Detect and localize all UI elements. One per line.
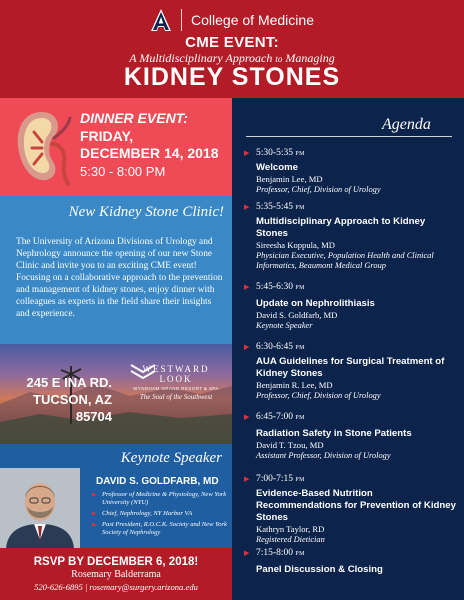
agenda-item-role: Registered Dietician bbox=[256, 534, 325, 544]
keynote-credential: ▶ Chief, Nephrology, NY Harbor VA bbox=[92, 510, 228, 518]
rsvp-contact-info[interactable]: 520-626-6895 | rosemary@surgery.arizona.edu bbox=[34, 582, 198, 592]
agenda-item bbox=[244, 548, 458, 576]
agenda-divider bbox=[246, 136, 452, 137]
agenda-item-time: ▶ 6:30-6:45 PM bbox=[244, 342, 458, 355]
left-column bbox=[0, 98, 232, 600]
dinner-day: FRIDAY, bbox=[80, 128, 134, 144]
logo-divider bbox=[181, 9, 182, 31]
westward-look-name: WESTWARD LOOK bbox=[142, 364, 210, 384]
subtitle-part-1: A Multidisciplinary Approach bbox=[129, 51, 273, 65]
agenda-item-title: Evidence-Based Nutrition Recommendations for Prevention of Kidney Stones bbox=[256, 488, 456, 523]
time-end: 6:45 bbox=[276, 342, 293, 352]
agenda-title: Agenda bbox=[382, 116, 431, 133]
keynote-credential: ▶ Professor of Medicine & Physiology, New York University (NYU) bbox=[92, 491, 228, 507]
time-end: 6:30 bbox=[276, 282, 293, 292]
logo-row bbox=[0, 8, 464, 32]
agenda-item-role: Professor, Chief, Division of Urology bbox=[256, 390, 381, 400]
agenda-item bbox=[244, 148, 458, 195]
address-zip: 85704 bbox=[75, 409, 112, 424]
agenda-item-speaker: Benjamin Lee, MD bbox=[256, 174, 323, 184]
dinner-time: 5:30 - 8:00 PM bbox=[80, 164, 166, 179]
agenda-item-time: ▶ 5:35-5:45 PM bbox=[244, 202, 458, 215]
agenda-item-time: ▶ 5:30-5:35 PM bbox=[244, 148, 458, 161]
keynote-speaker-name: DAVID S. GOLDFARB, MD bbox=[96, 476, 219, 487]
agenda-item-title: Radiation Safety in Stone Patients bbox=[256, 428, 412, 439]
time-start: 7:15 bbox=[256, 548, 273, 558]
clinic-description: The University of Arizona Divisions of Urology and Nephrology announce the opening of our new Stone Clinic and invite you to an exciting CME event! Focusing on a collaborative approach to the prevention and management of kidney stones, enjoy dinner with colleagues as experts in the field share their insights and experience. bbox=[16, 237, 223, 319]
time-end: 5:45 bbox=[276, 202, 293, 212]
time-end: 7:15 bbox=[276, 474, 293, 484]
agenda-item bbox=[244, 202, 458, 272]
agenda-item-time: ▶ 6:45-7:00 PM bbox=[244, 412, 458, 425]
venue-section bbox=[0, 344, 232, 444]
rsvp-contact-name: Rosemary Balderrama bbox=[71, 569, 161, 580]
agenda-item-speaker: Kathryn Taylor, RD bbox=[256, 524, 325, 534]
dinner-date bbox=[80, 128, 230, 162]
agenda-item-title: Panel Discussion & Closing bbox=[256, 564, 383, 575]
dinner-label: DINNER EVENT: bbox=[80, 110, 188, 126]
kidney-illustration-icon bbox=[12, 108, 72, 186]
address-street: 245 E INA RD. bbox=[26, 375, 112, 390]
rsvp-section bbox=[0, 548, 232, 600]
agenda-item-title: Update on Nephrolithiasis bbox=[256, 298, 375, 309]
agenda-item-time: ▶ 5:45-6:30 PM bbox=[244, 282, 458, 295]
agenda-item-speaker: David S. Goldfarb, MD bbox=[256, 310, 338, 320]
time-start: 5:30 bbox=[256, 148, 273, 158]
agenda-item-role: Assistant Professor, Division of Urology bbox=[256, 450, 391, 460]
agenda-section bbox=[232, 98, 464, 600]
clinic-section bbox=[0, 196, 232, 344]
rsvp-deadline: RSVP BY DECEMBER 6, 2018! bbox=[33, 556, 199, 568]
agenda-item-title: Multidisciplinary Approach to Kidney Stones bbox=[256, 216, 426, 239]
agenda-item bbox=[244, 342, 458, 401]
keynote-credentials bbox=[92, 491, 228, 540]
time-start: 6:30 bbox=[256, 342, 273, 352]
agenda-item-speaker: Sireesha Koppula, MD bbox=[256, 240, 336, 250]
westward-look-chevron-icon bbox=[128, 362, 158, 380]
university-of-arizona-logo-icon bbox=[150, 8, 172, 32]
time-end: 5:35 bbox=[276, 148, 293, 158]
college-name: College of Medicine bbox=[191, 12, 314, 28]
agenda-item bbox=[244, 282, 458, 331]
time-end: 8:00 bbox=[276, 548, 293, 558]
keynote-credential: ▶ Past President, R.O.C.K. Society and New York Society of Nephrology bbox=[92, 521, 228, 537]
time-start: 5:45 bbox=[256, 282, 273, 292]
speaker-portrait-icon bbox=[0, 468, 80, 548]
time-end: 7:00 bbox=[276, 412, 293, 422]
time-period: PM bbox=[295, 415, 305, 421]
agenda-item-time: ▶ 7:00-7:15 PM bbox=[244, 474, 458, 487]
time-period: PM bbox=[295, 285, 305, 291]
agenda-item bbox=[244, 474, 458, 545]
time-period: PM bbox=[295, 205, 305, 211]
keynote-heading: Keynote Speaker bbox=[120, 450, 222, 466]
event-label: CME EVENT: bbox=[185, 34, 279, 51]
agenda-item-role: Keynote Speaker bbox=[256, 320, 313, 330]
clinic-heading: New Kidney Stone Clinic! bbox=[68, 204, 224, 220]
agenda-item-title: AUA Guidelines for Surgical Treatment of Kidney Stones bbox=[256, 356, 445, 379]
time-period: PM bbox=[295, 551, 305, 557]
time-start: 6:45 bbox=[256, 412, 273, 422]
dinner-section bbox=[0, 98, 232, 196]
subtitle-part-2: to bbox=[275, 54, 283, 64]
time-start: 5:35 bbox=[256, 202, 273, 212]
header-banner bbox=[0, 0, 464, 98]
westward-look-logo bbox=[128, 362, 224, 401]
westward-look-sub: WYNDHAM GRAND RESORT & SPA bbox=[133, 386, 219, 391]
keynote-speaker-photo bbox=[0, 468, 80, 548]
agenda-item-title: Welcome bbox=[256, 162, 298, 173]
agenda-item bbox=[244, 412, 458, 461]
dinner-full-date: DECEMBER 14, 2018 bbox=[80, 145, 219, 161]
agenda-item-speaker: David T. Tzou, MD bbox=[256, 440, 324, 450]
event-title: KIDNEY STONES bbox=[123, 63, 341, 91]
time-start: 7:00 bbox=[256, 474, 273, 484]
keynote-section bbox=[0, 444, 232, 548]
agenda-item-role: Physician Executive, Population Health and Clinical Informatics, Beaumont Medical Group bbox=[256, 250, 434, 270]
westward-look-tagline: The Soul of the Southwest bbox=[139, 393, 213, 401]
time-period: PM bbox=[295, 477, 305, 483]
venue-address bbox=[14, 374, 112, 425]
agenda-item-speaker: Benjamin R. Lee, MD bbox=[256, 380, 333, 390]
time-period: PM bbox=[295, 345, 305, 351]
agenda-item-role: Professor, Chief, Division of Urology bbox=[256, 184, 381, 194]
agenda-item-time: ▶ 7:15-8:00 PM bbox=[244, 548, 458, 561]
address-city: TUCSON, AZ bbox=[33, 392, 112, 407]
subtitle-part-3: Managing bbox=[285, 51, 335, 65]
time-period: PM bbox=[295, 151, 305, 157]
